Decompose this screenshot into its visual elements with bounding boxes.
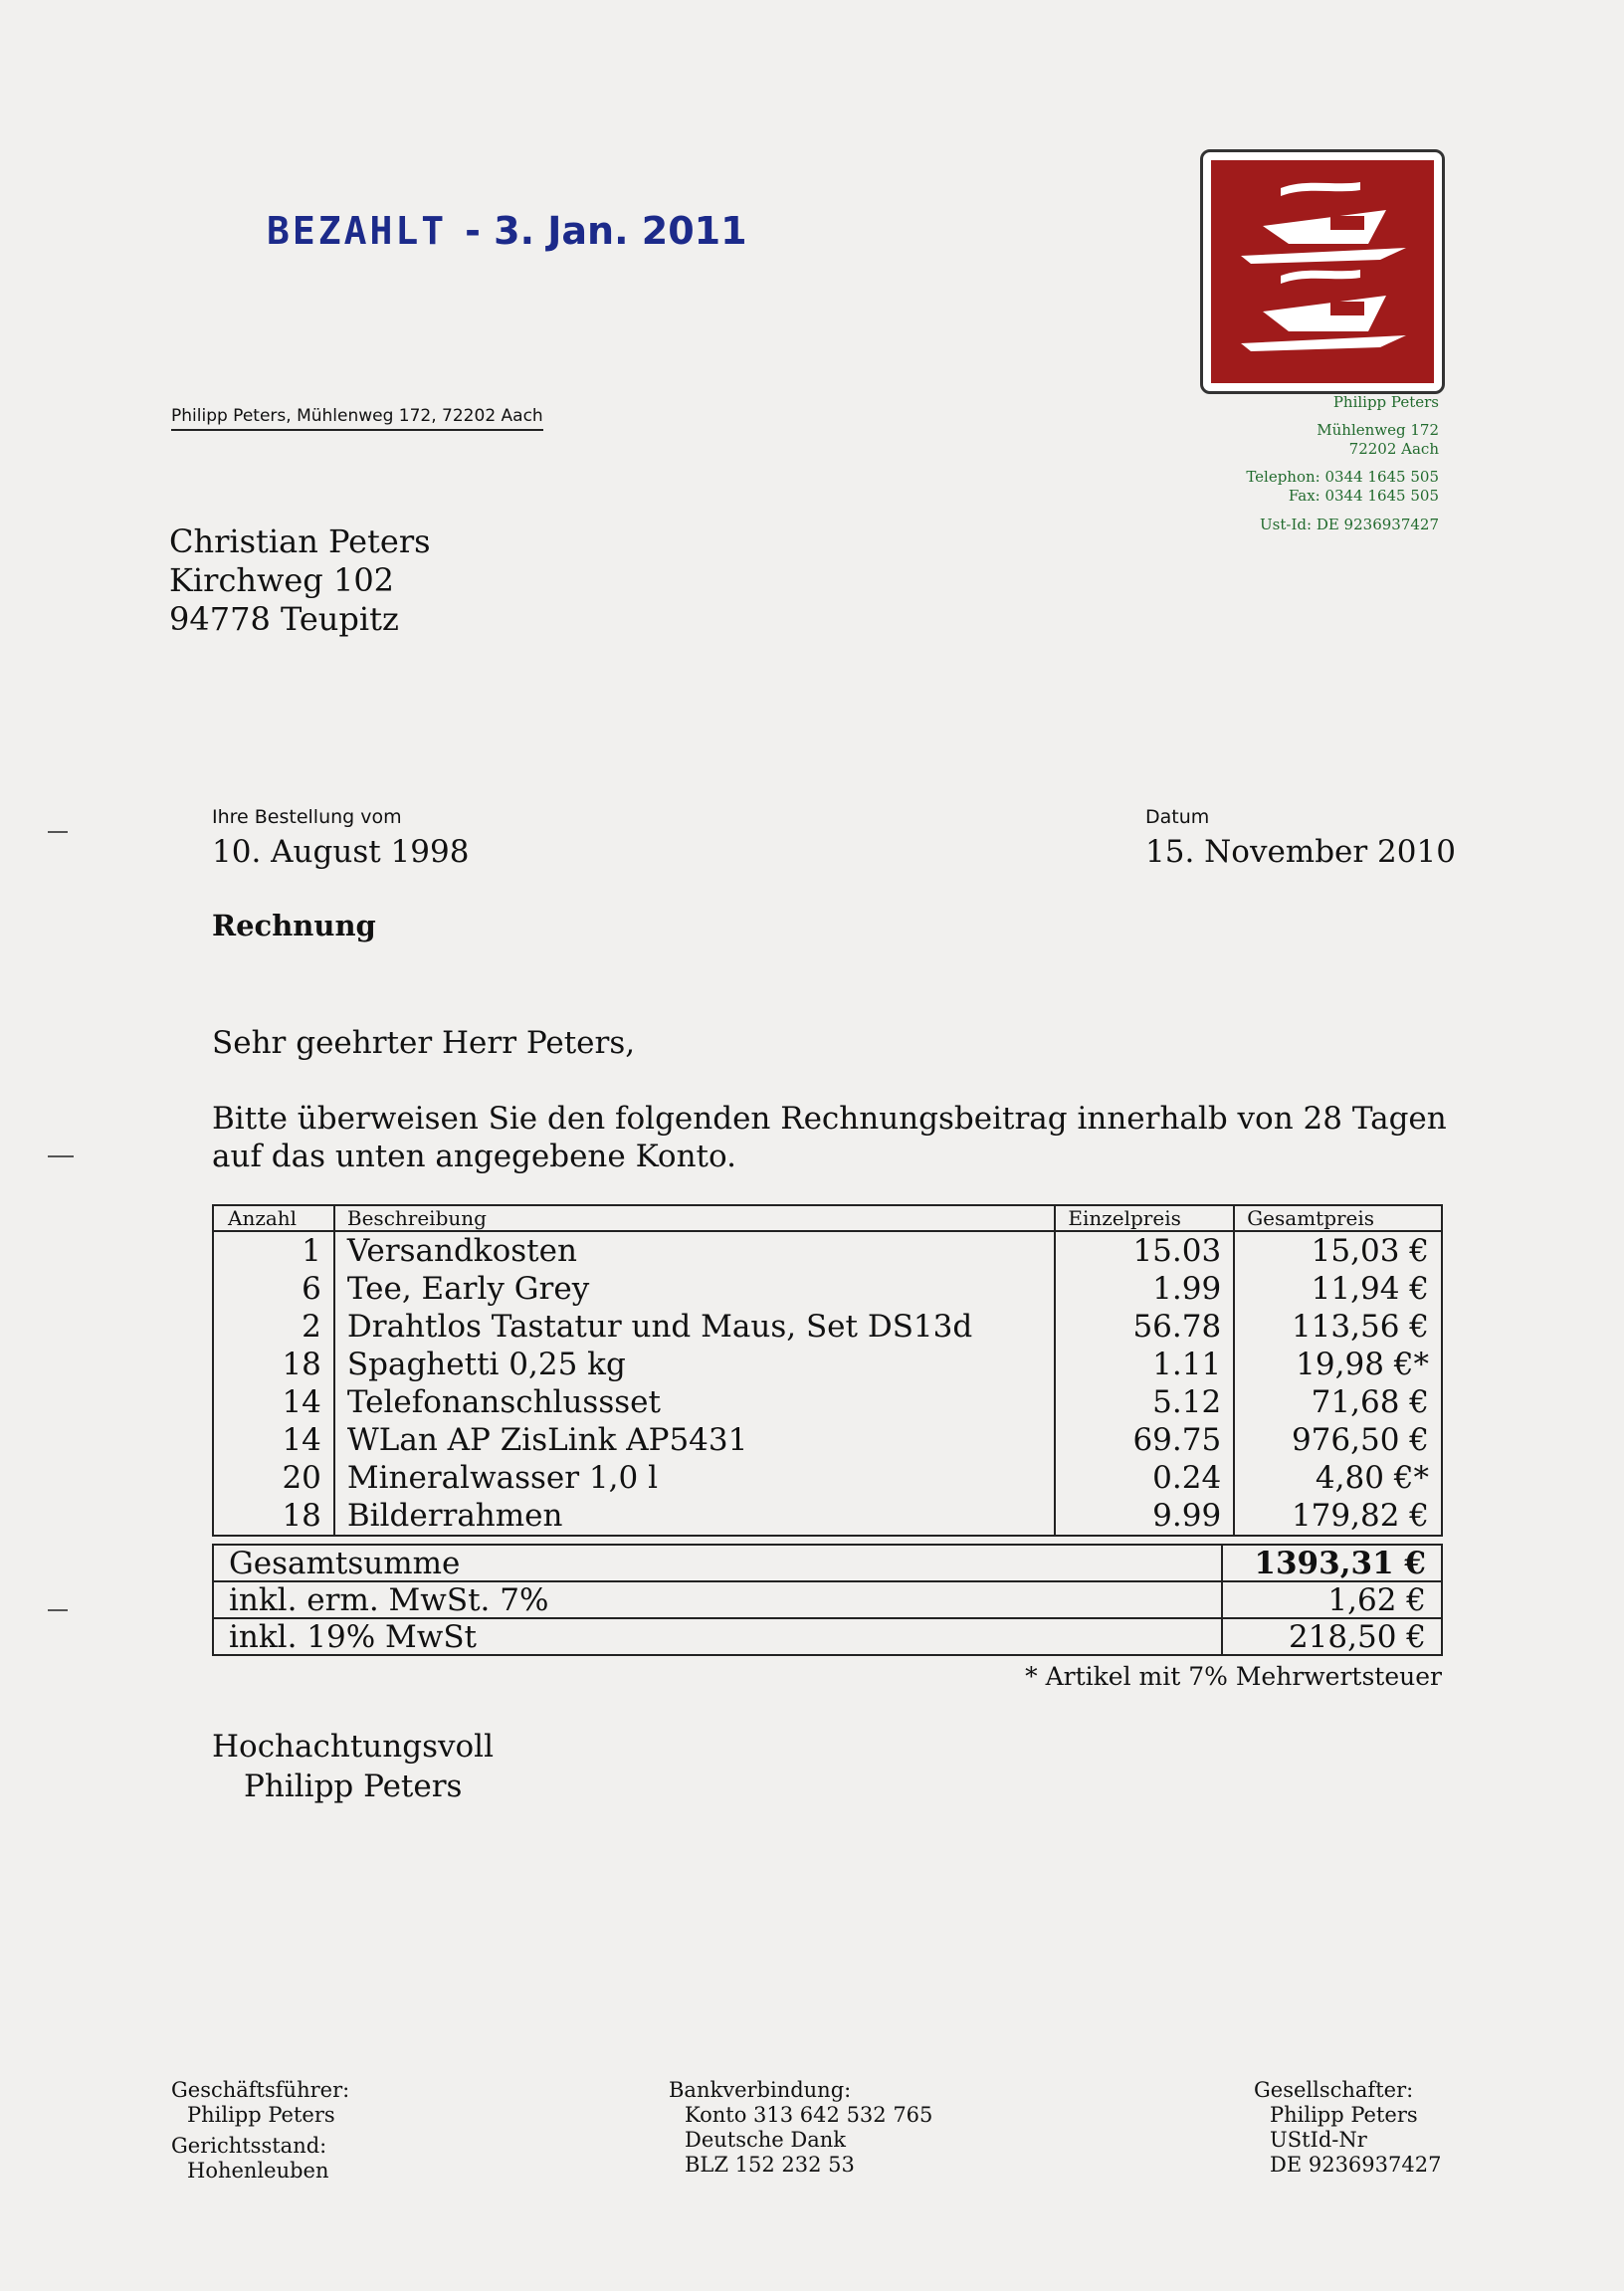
closing-signature-name: Philipp Peters bbox=[244, 1769, 463, 1804]
letterhead-telephone: Telephon: 0344 1645 505 bbox=[1246, 468, 1439, 486]
row-total-price: 15,03 € bbox=[1234, 1231, 1442, 1270]
totals-table bbox=[212, 1544, 1443, 1656]
row-description: Drahtlos Tastatur und Maus, Set DS13d bbox=[334, 1308, 1055, 1346]
row-quantity: 20 bbox=[213, 1459, 334, 1497]
row-unit-price: 0.24 bbox=[1055, 1459, 1234, 1497]
footer-gf-name: Philipp Peters bbox=[187, 2103, 335, 2127]
order-date: 10. August 1998 bbox=[212, 834, 470, 870]
letterhead-name: Philipp Peters bbox=[1332, 393, 1439, 411]
letterhead-city: 72202 Aach bbox=[1348, 440, 1439, 458]
letterhead bbox=[1246, 393, 1439, 534]
row-description: Bilderrahmen bbox=[334, 1497, 1055, 1536]
recipient-street: Kirchweg 102 bbox=[169, 561, 395, 599]
row-total-price: 4,80 €* bbox=[1234, 1459, 1442, 1497]
header-unit-price: Einzelpreis bbox=[1055, 1205, 1234, 1231]
row-quantity: 14 bbox=[213, 1383, 334, 1421]
header-description: Beschreibung bbox=[334, 1205, 1055, 1231]
row-total-price: 11,94 € bbox=[1234, 1270, 1442, 1308]
vat19-label: inkl. 19% MwSt bbox=[213, 1618, 1222, 1655]
row-unit-price: 56.78 bbox=[1055, 1308, 1234, 1346]
salutation: Sehr geehrter Herr Peters, bbox=[212, 1025, 636, 1061]
row-description: Versandkosten bbox=[334, 1231, 1055, 1270]
closing bbox=[212, 1727, 494, 1806]
row-description: Telefonanschlussset bbox=[334, 1383, 1055, 1421]
row-unit-price: 1.11 bbox=[1055, 1346, 1234, 1383]
total-value: 1393,31 € bbox=[1222, 1545, 1442, 1581]
body-text bbox=[212, 1100, 1447, 1175]
row-description: WLan AP ZisLink AP5431 bbox=[334, 1421, 1055, 1459]
header-total-price: Gesamtpreis bbox=[1234, 1205, 1442, 1231]
table-row bbox=[213, 1383, 1442, 1421]
fold-mark-bottom bbox=[48, 1609, 68, 1611]
row-total-price: 71,68 € bbox=[1234, 1383, 1442, 1421]
invoice-items-table bbox=[212, 1204, 1443, 1537]
table-row bbox=[213, 1497, 1442, 1536]
footer-partner-name: Philipp Peters bbox=[1270, 2103, 1418, 2127]
footer-bank bbox=[669, 2078, 932, 2178]
row-unit-price: 1.99 bbox=[1055, 1270, 1234, 1308]
table-row bbox=[213, 1459, 1442, 1497]
sender-return-address: Philipp Peters, Mühlenweg 172, 72202 Aach bbox=[171, 406, 543, 431]
row-unit-price: 69.75 bbox=[1055, 1421, 1234, 1459]
vat7-row bbox=[213, 1581, 1442, 1618]
row-description: Mineralwasser 1,0 l bbox=[334, 1459, 1055, 1497]
letterhead-street: Mühlenweg 172 bbox=[1317, 421, 1439, 439]
invoice-date: 15. November 2010 bbox=[1145, 834, 1456, 870]
header-quantity: Anzahl bbox=[213, 1205, 334, 1231]
footer-partner-label: Gesellschafter: bbox=[1254, 2078, 1414, 2102]
footer-bank-name: Deutsche Dank bbox=[685, 2128, 847, 2152]
vat19-value: 218,50 € bbox=[1222, 1618, 1442, 1655]
vat7-label: inkl. erm. MwSt. 7% bbox=[213, 1581, 1222, 1618]
letterhead-fax: Fax: 0344 1645 505 bbox=[1288, 487, 1439, 505]
letterhead-ustid: Ust-Id: DE 9236937427 bbox=[1260, 516, 1439, 533]
stamp-text: BEZAHLT bbox=[267, 209, 448, 253]
footer-court-name: Hohenleuben bbox=[187, 2159, 329, 2183]
invoice-date-label: Datum bbox=[1145, 806, 1210, 828]
row-unit-price: 15.03 bbox=[1055, 1231, 1234, 1270]
row-quantity: 6 bbox=[213, 1270, 334, 1308]
footer-gf-label: Geschäftsführer: bbox=[171, 2078, 350, 2102]
subject: Rechnung bbox=[212, 909, 376, 942]
vat7-value: 1,62 € bbox=[1222, 1581, 1442, 1618]
row-total-price: 113,56 € bbox=[1234, 1308, 1442, 1346]
footer-partners bbox=[1254, 2078, 1441, 2178]
vat19-row bbox=[213, 1618, 1442, 1655]
stamp-date: - 3. Jan. 2011 bbox=[465, 209, 747, 253]
row-description: Tee, Early Grey bbox=[334, 1270, 1055, 1308]
body-line-2: auf das unten angegebene Konto. bbox=[212, 1139, 736, 1174]
row-total-price: 19,98 €* bbox=[1234, 1346, 1442, 1383]
table-row bbox=[213, 1270, 1442, 1308]
vat-footnote: * Artikel mit 7% Mehrwertsteuer bbox=[1025, 1662, 1442, 1691]
table-row bbox=[213, 1421, 1442, 1459]
table-row bbox=[213, 1308, 1442, 1346]
company-logo bbox=[1200, 149, 1445, 394]
footer-court-label: Gerichtsstand: bbox=[171, 2134, 327, 2158]
row-total-price: 976,50 € bbox=[1234, 1421, 1442, 1459]
paid-stamp bbox=[267, 209, 747, 253]
table-header-row bbox=[213, 1205, 1442, 1231]
row-quantity: 18 bbox=[213, 1497, 334, 1536]
table-row bbox=[213, 1231, 1442, 1270]
order-label: Ihre Bestellung vom bbox=[212, 806, 402, 828]
row-unit-price: 5.12 bbox=[1055, 1383, 1234, 1421]
fold-mark-top bbox=[48, 831, 68, 833]
footer-bank-blz: BLZ 152 232 53 bbox=[685, 2153, 855, 2177]
table-row bbox=[213, 1346, 1442, 1383]
recipient-city: 94778 Teupitz bbox=[169, 600, 399, 638]
row-total-price: 179,82 € bbox=[1234, 1497, 1442, 1536]
footer-ustid: DE 9236937427 bbox=[1270, 2153, 1442, 2177]
row-quantity: 1 bbox=[213, 1231, 334, 1270]
row-description: Spaghetti 0,25 kg bbox=[334, 1346, 1055, 1383]
row-quantity: 2 bbox=[213, 1308, 334, 1346]
footer-bank-account: Konto 313 642 532 765 bbox=[685, 2103, 933, 2127]
closing-greeting: Hochachtungsvoll bbox=[212, 1729, 494, 1765]
total-row bbox=[213, 1545, 1442, 1581]
footer-ustid-label: UStId-Nr bbox=[1270, 2128, 1367, 2152]
row-quantity: 18 bbox=[213, 1346, 334, 1383]
recipient-name: Christian Peters bbox=[169, 522, 431, 560]
fold-mark-middle bbox=[48, 1155, 74, 1157]
teacup-logo-icon bbox=[1211, 160, 1434, 383]
row-quantity: 14 bbox=[213, 1421, 334, 1459]
recipient-address bbox=[169, 522, 431, 639]
footer-management bbox=[171, 2078, 349, 2184]
total-label: Gesamtsumme bbox=[213, 1545, 1222, 1581]
footer-bank-label: Bankverbindung: bbox=[669, 2078, 852, 2102]
row-unit-price: 9.99 bbox=[1055, 1497, 1234, 1536]
body-line-1: Bitte überweisen Sie den folgenden Rechnungsbeitrag innerhalb von 28 Tagen bbox=[212, 1101, 1447, 1137]
